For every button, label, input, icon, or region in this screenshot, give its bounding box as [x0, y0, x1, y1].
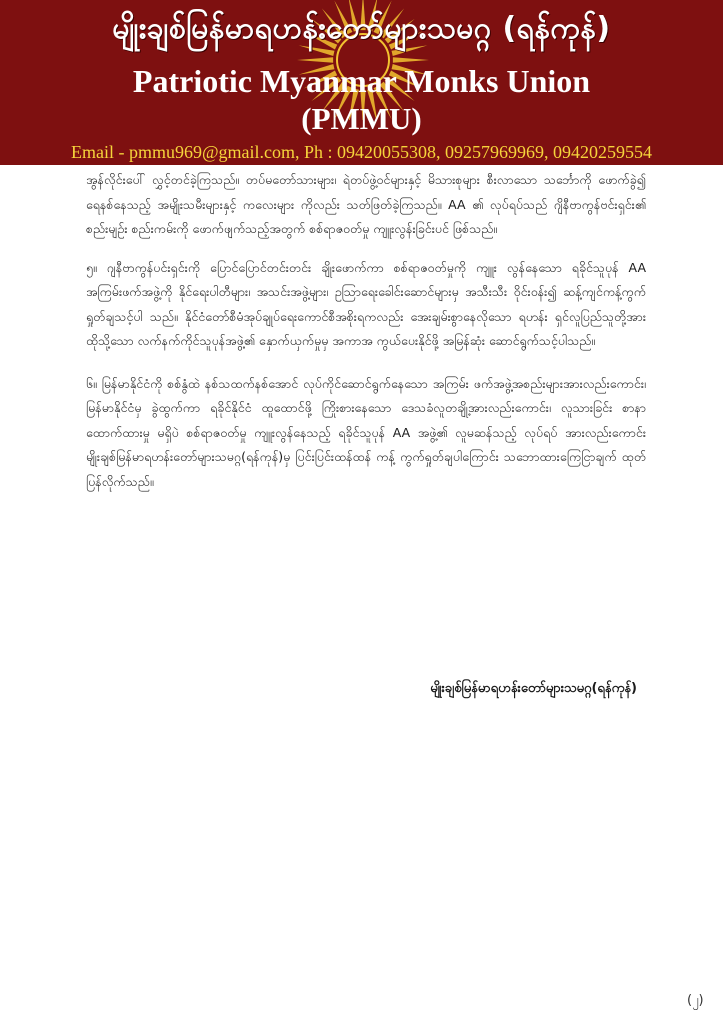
- organization-name-english: Patriotic Myanmar Monks Union: [132, 63, 591, 99]
- paragraph-6: ၆။ မြန်မာနိုင်ငံကို စစ်နွံထဲ နစ်သထက်နစ်အောင် လုပ်ကိုင်ဆောင်ရွက်နေသော အကြမ်း ဖက်အဖွဲ့အစည်းများအားလည်းကောင်း၊ မြန်မာနိုင်ငံမှ ခွဲထွက်ကာ ရခိုင်နိုင်ငံ ထူထောင်ဖို့ ကြိုးစားနေသော ဒေသခံလူတချို့အားလည်းကောင်း၊ လူသားခြင်း စာနာထောက်ထားမှု မရှိပဲ စစ်ရာဇဝတ်မှု ကျူးလွန်နေသည့် ရခိုင်သူပုန် AA အဖွဲ့၏ လူမဆန်သည့် လုပ်ရပ် အားလည်းကောင်း မျိုးချစ်မြန်မာရဟန်းတော်များသမဂ္ဂ(ရန်ကုန်)မှ ပြင်းပြင်းထန်ထန် ကန့် ကွက်ရှုတ်ချပါကြောင်း သဘောထားကြေငြာချက် ထုတ်ပြန်လိုက်သည်။: [86, 375, 646, 489]
- signature-organization: မျိုးချစ်မြန်မာရဟန်းတော်များသမဂ္ဂ(ရန်ကုန်): [430, 681, 637, 696]
- letterhead-banner: [0, 0, 723, 165]
- paragraph-5: ၅။ ဂျနီဗာကွန်ပင်းရှင်းကို ပြောင်ပြောင်တင်းတင်း ချိုးဖောက်ကာ စစ်ရာဇဝတ်မှုကို ကျူး လွန်နေသော ရခိုင်သူပုန် AA အကြမ်းဖက်အဖွဲ့ကို နိုင်ရေးပါတီများ၊ အသင်းအဖွဲ့များ၊ ဥဩာရေးခေါင်းဆောင်များမှ အသီးသီး ဝိုင်းဝန်း၍ ဆန့်ကျင်ကန့်ကွက် ရှုတ်ချသင့်ပါ သည်။ နိုင်ငံတော်စီမံအုပ်ချုပ်ရေးကောင်စီအစိုးရကလည်း အေးချမ်းစွာနေလိုသော ရဟန်း ရှင်လူပြည်သူတို့အား ထိုသို့သော လက်နက်ကိုင်သူပုန်အဖွဲ့၏ နှောက်ယှက်မှုမှ အကာအ ကွယ်ပေးနိုင်ဖို့ အမြန်ဆုံး ဆောင်ရွက်သင့်ပါသည်။: [86, 259, 646, 348]
- paragraph-continuation: အွန်လိုင်းပေါ် လွှင့်တင်ခဲ့ကြသည်။ တပ်မတော်သားများ၊ ရဲတပ်ဖွဲ့ဝင်များနှင့် မိသားစုများ စီးလာသော သင်္ဘောကို ဖောက်ခွဲ၍ ရေနစ်နေသည့် အမျိုးသမီးများနှင့် ကလေးများ ကိုလည်း သတ်ဖြတ်ခဲ့ကြသည်။ AA ၏ လုပ်ရပ်သည် ဂျိနီဗာကွန်ဗင်းရှင်း၏ စည်းမျဉ်း စည်းကမ်းကို ဖောက်ဖျက်သည့်အတွက် စစ်ရာဇဝတ်မှု ကျူးလွန်းခြင်းပင် ဖြစ်သည်။: [86, 172, 646, 236]
- page-number: (၂): [687, 993, 704, 1008]
- contact-line: Email - pmmu969@gmail.com, Ph : 09420055308, 09257969969, 09420259554: [70, 142, 653, 162]
- organization-name-myanmar: မျိုးချစ်မြန်မာရဟန်းတော်များသမဂ္ဂ (ရန်ကုန်): [112, 11, 611, 46]
- statement-body: [86, 168, 646, 512]
- organization-abbreviation: (PMMU): [301, 101, 422, 136]
